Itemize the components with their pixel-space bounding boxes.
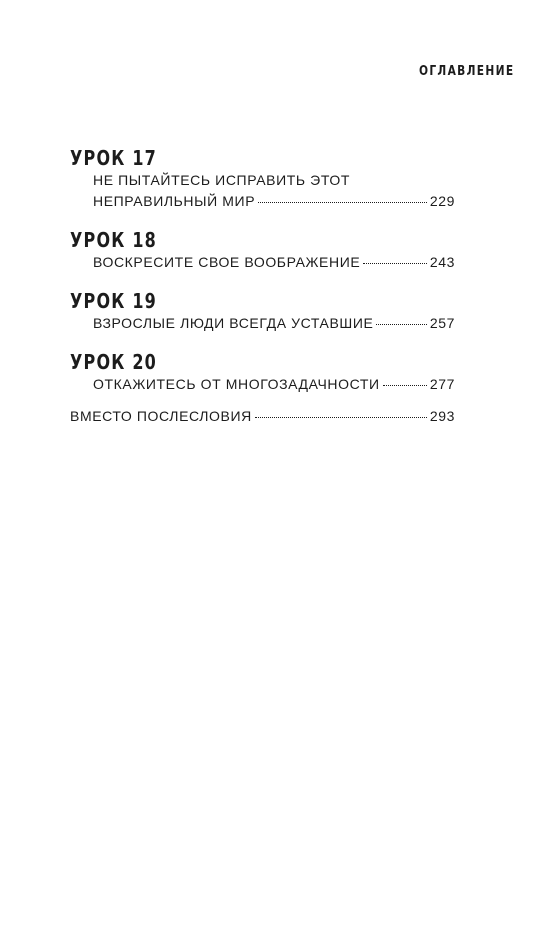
entry-title-line (70, 406, 455, 427)
entry-title-line (93, 252, 455, 273)
page-number: 229 (429, 193, 455, 209)
toc-section-lesson-18 (70, 228, 455, 273)
running-head: ОГЛАВЛЕНИЕ (418, 64, 514, 79)
page-number: 257 (429, 315, 455, 331)
entry-title-line (93, 191, 455, 212)
toc-entry[interactable] (93, 252, 455, 273)
entry-title-line (93, 313, 455, 334)
page-number: 243 (429, 254, 455, 270)
lesson-label: УРОК 17 (70, 146, 157, 170)
lesson-label: УРОК 19 (70, 289, 157, 313)
page-number: 293 (429, 408, 455, 424)
entry-title: НЕПРАВИЛЬНЫЙ МИР (93, 193, 256, 209)
entry-title: ОТКАЖИТЕСЬ ОТ МНОГОЗАДАЧНОСТИ (93, 376, 380, 392)
toc-section-lesson-19 (70, 289, 455, 334)
dot-leader (376, 324, 426, 325)
entry-title-line (93, 374, 455, 395)
toc-section-lesson-20 (70, 350, 455, 395)
toc-entry-afterword[interactable] (70, 406, 455, 427)
page-number: 277 (429, 376, 455, 392)
dot-leader (258, 202, 427, 203)
entry-title: ВМЕСТО ПОСЛЕСЛОВИЯ (70, 408, 252, 424)
dot-leader (255, 417, 427, 418)
dot-leader (363, 263, 427, 264)
toc-entry[interactable] (93, 313, 455, 334)
entry-title: ВОСКРЕСИТЕ СВОЕ ВООБРАЖЕНИЕ (93, 254, 361, 270)
toc-entry[interactable] (93, 374, 455, 395)
toc-section-lesson-17 (70, 146, 455, 212)
toc-entry[interactable] (93, 170, 455, 212)
dot-leader (383, 385, 427, 386)
lesson-label: УРОК 20 (70, 350, 157, 374)
lesson-label: УРОК 18 (70, 228, 157, 252)
entry-title-line (93, 170, 455, 191)
entry-title: НЕ ПЫТАЙТЕСЬ ИСПРАВИТЬ ЭТОТ (93, 172, 350, 188)
entry-title: ВЗРОСЛЫЕ ЛЮДИ ВСЕГДА УСТАВШИЕ (93, 315, 374, 331)
